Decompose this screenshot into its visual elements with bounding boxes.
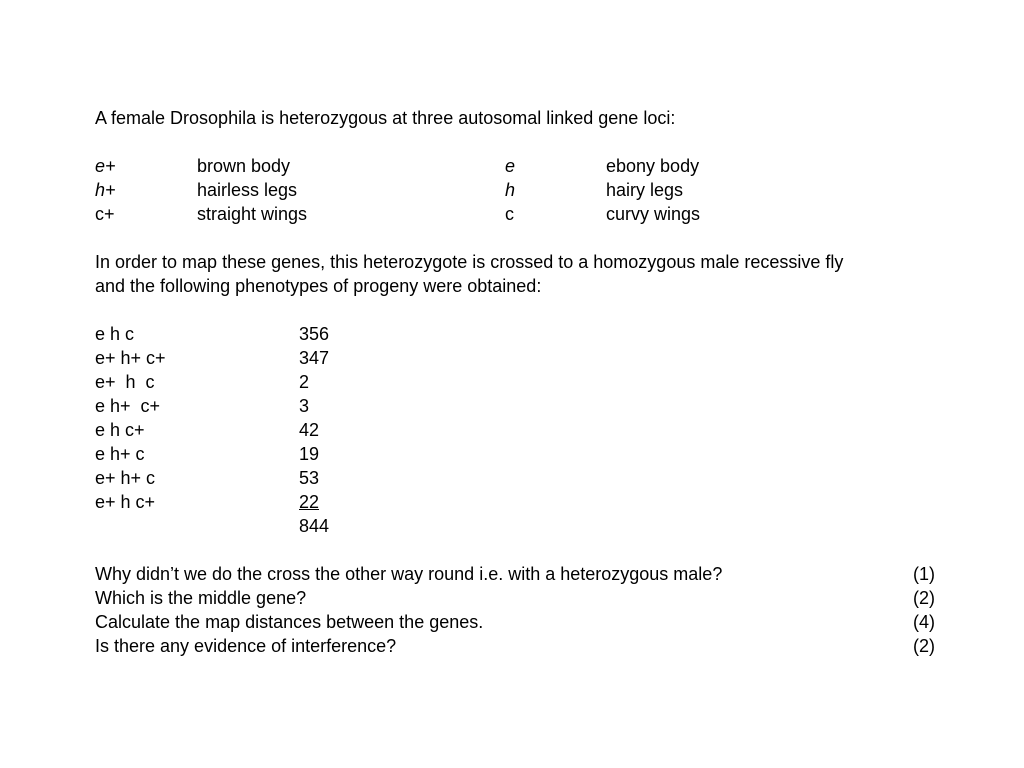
progeny-total: 844: [299, 516, 330, 536]
recessive-description: hairy legs: [606, 180, 684, 200]
progeny-count: 19: [299, 444, 320, 464]
progeny-count: 42: [299, 420, 320, 440]
phenotype: e h c: [95, 324, 135, 344]
dominant-symbol: e+: [95, 156, 116, 176]
recessive-symbol: h: [505, 180, 516, 200]
question-text: Why didn’t we do the cross the other way round i.e. with a heterozygous male?: [95, 564, 723, 584]
question-marks: (2): [913, 588, 935, 608]
dominant-description: hairless legs: [197, 180, 298, 200]
recessive-description: curvy wings: [606, 204, 701, 224]
phenotype: e+ h c+: [95, 492, 156, 512]
question-text: Which is the middle gene?: [95, 588, 307, 608]
phenotype: e h c+: [95, 420, 145, 440]
paragraph-line: and the following phenotypes of progeny were obtained:: [95, 276, 542, 296]
progeny-count: 347: [299, 348, 330, 368]
question-marks: (4): [913, 612, 935, 632]
progeny-count: 53: [299, 468, 320, 488]
progeny-count: 356: [299, 324, 330, 344]
progeny-count: 2: [299, 372, 310, 392]
progeny-count: 3: [299, 396, 310, 416]
phenotype: e h+ c+: [95, 396, 161, 416]
recessive-description: ebony body: [606, 156, 700, 176]
question-text: Calculate the map distances between the genes.: [95, 612, 484, 632]
question-marks: (2): [913, 636, 935, 656]
intro-text: A female Drosophila is heterozygous at three autosomal linked gene loci:: [95, 108, 676, 128]
phenotype: e+ h+ c: [95, 468, 156, 488]
recessive-symbol: e: [505, 156, 516, 176]
dominant-description: brown body: [197, 156, 291, 176]
dominant-description: straight wings: [197, 204, 308, 224]
paragraph-line: In order to map these genes, this heterozygote is crossed to a homozygous male recessive fly: [95, 252, 844, 272]
recessive-symbol: c: [505, 204, 514, 224]
question-text: Is there any evidence of interference?: [95, 636, 397, 656]
phenotype: e+ h+ c+: [95, 348, 166, 368]
question-marks: (1): [913, 564, 935, 584]
phenotype: e h+ c: [95, 444, 145, 464]
progeny-count: 22: [299, 492, 320, 512]
dominant-symbol: c+: [95, 204, 115, 224]
dominant-symbol: h+: [95, 180, 116, 200]
phenotype: e+ h c: [95, 372, 155, 392]
